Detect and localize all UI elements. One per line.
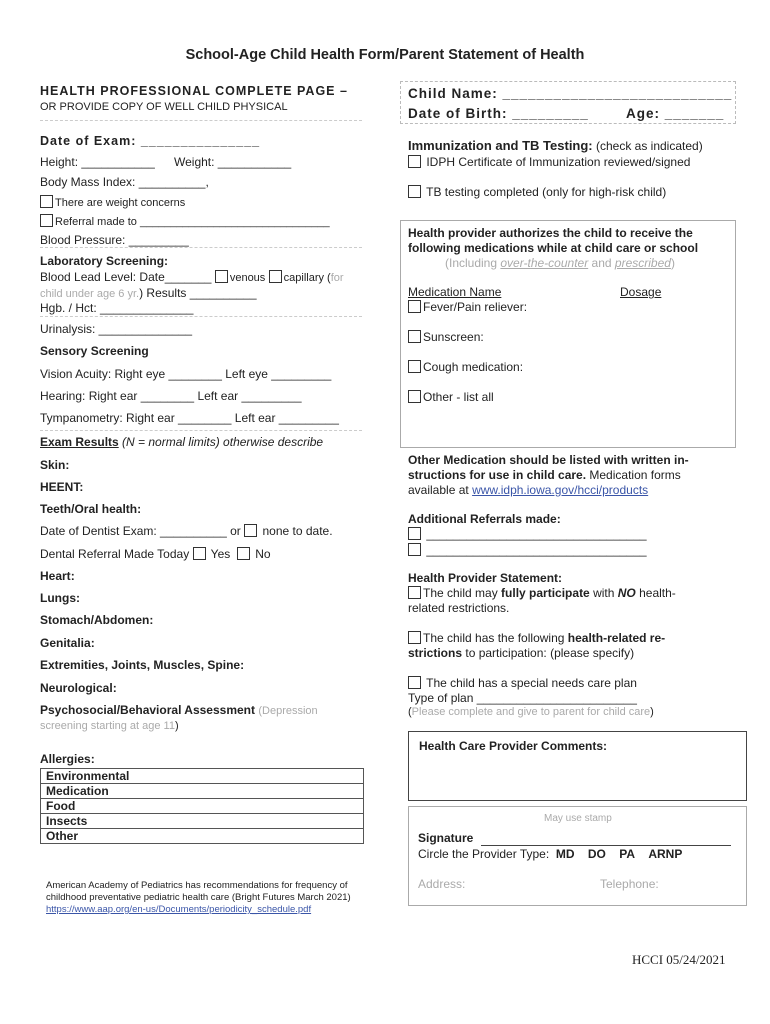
form-code: HCCI 05/24/2021 bbox=[632, 952, 726, 967]
immunization-note: (check as indicated) bbox=[595, 139, 703, 153]
plan-note: Please complete and give to parent for child care bbox=[411, 706, 651, 718]
meds-header-2: following medications while at child care or school bbox=[408, 241, 699, 255]
capillary-checkbox[interactable] bbox=[269, 270, 282, 283]
aap-link[interactable]: https://www.aap.org/en-us/Documents/periodicity_schedule.pdf bbox=[46, 904, 312, 915]
meds-header-1: Health provider authorizes the child to receive the bbox=[408, 226, 693, 240]
exam-results-note: (N = normal limits) otherwise describe bbox=[122, 435, 324, 449]
none-to-date-checkbox[interactable] bbox=[244, 524, 257, 537]
allergy-other[interactable]: Other bbox=[41, 829, 364, 844]
urinalysis-field[interactable]: Urinalysis: ______________ bbox=[40, 322, 193, 336]
psychosocial-field: Psychosocial/Behavioral Assessment (Depression bbox=[40, 703, 318, 717]
tb-row bbox=[408, 185, 666, 199]
provider-do[interactable]: DO bbox=[587, 847, 606, 861]
signature-label: Signature bbox=[418, 831, 474, 845]
statement-2-cont: strictions bbox=[408, 646, 463, 660]
statement-3-checkbox[interactable] bbox=[408, 676, 421, 689]
idph-link[interactable]: www.idph.iowa.gov/hcci/products bbox=[472, 483, 649, 497]
fever-checkbox[interactable] bbox=[408, 300, 421, 313]
other-med-checkbox[interactable] bbox=[408, 390, 421, 403]
tb-label: TB testing completed (only for high-risk child) bbox=[426, 185, 667, 199]
comments-header: Health Care Provider Comments: bbox=[419, 739, 608, 753]
idph-label: IDPH Certificate of Immunization reviewed/signed bbox=[426, 155, 691, 169]
allergy-environmental[interactable]: Environmental bbox=[41, 769, 364, 784]
other-meds-line-1: Other Medication should be listed with written in- bbox=[408, 453, 689, 467]
statement-3: The child has a special needs care plan bbox=[408, 676, 637, 690]
provider-pa[interactable]: PA bbox=[619, 847, 635, 861]
idph-row bbox=[408, 155, 690, 169]
cough-checkbox[interactable] bbox=[408, 360, 421, 373]
meds-including: (Including over-the-counter and prescribed) bbox=[445, 256, 675, 270]
statement-1: The child may fully participate with NO health- bbox=[408, 586, 676, 600]
immunization-header: Immunization and TB Testing: bbox=[408, 138, 593, 153]
provider-type-row bbox=[418, 847, 682, 861]
referral-1-checkbox[interactable] bbox=[408, 527, 421, 540]
blood-pressure-field[interactable]: Blood Pressure: _________ bbox=[40, 233, 189, 247]
provider-type-label: Circle the Provider Type: bbox=[418, 847, 550, 861]
lab-header: Laboratory Screening: bbox=[40, 254, 169, 268]
referral-field[interactable]: Referral made to _______________________________ bbox=[55, 216, 330, 228]
aap-note-1: American Academy of Pediatrics has recommendations for frequency of bbox=[46, 880, 348, 891]
idph-checkbox[interactable] bbox=[408, 155, 421, 168]
section-header: HEALTH PROFESSIONAL COMPLETE PAGE – bbox=[40, 84, 348, 98]
hgb-field[interactable]: Hgb. / Hct: ______________ bbox=[40, 301, 194, 315]
med-cough-row: Cough medication: bbox=[408, 360, 523, 374]
aap-note-2: childhood preventative pediatric health care (Bright Futures March 2021) bbox=[46, 892, 351, 903]
dentist-date-field[interactable]: Date of Dentist Exam: __________ or bbox=[40, 524, 241, 538]
referral-2-checkbox[interactable] bbox=[408, 543, 421, 556]
referral-line-1: _________________________________ bbox=[408, 527, 647, 541]
statement-1-cont: related restrictions. bbox=[408, 601, 510, 615]
med-fever-row: Fever/Pain reliever: bbox=[408, 300, 527, 314]
telephone-field[interactable]: Telephone: bbox=[600, 877, 659, 891]
allergies-header: Allergies: bbox=[40, 752, 95, 766]
date-of-exam-field[interactable]: Date of Exam: _______________ bbox=[40, 134, 261, 148]
stomach-field: Stomach/Abdomen: bbox=[40, 613, 154, 627]
blood-lead-field[interactable]: Blood Lead Level: Date_______ bbox=[40, 270, 212, 284]
statement-header: Health Provider Statement: bbox=[408, 571, 563, 585]
dental-referral-row bbox=[40, 547, 271, 561]
tympanometry-field[interactable]: Tympanometry: Right ear ________ Left ear _________ bbox=[40, 411, 339, 425]
med-sunscreen-row: Sunscreen: bbox=[408, 330, 484, 344]
genitalia-field: Genitalia: bbox=[40, 636, 95, 650]
other-meds-line-3: available at bbox=[408, 483, 469, 497]
no-label: No bbox=[255, 547, 271, 561]
referral-checkbox[interactable] bbox=[40, 214, 53, 227]
statement-2-checkbox[interactable] bbox=[408, 631, 421, 644]
sunscreen-checkbox[interactable] bbox=[408, 330, 421, 343]
weight-concerns-row bbox=[40, 195, 185, 209]
height-field[interactable]: Height: ___________ bbox=[40, 155, 155, 169]
weight-concerns-checkbox[interactable] bbox=[40, 195, 53, 208]
statement-2: The child has the following health-related re- bbox=[408, 631, 665, 645]
none-to-date-label: none to date. bbox=[262, 524, 333, 538]
med-name-header: Medication Name bbox=[408, 285, 502, 299]
referral-row bbox=[40, 214, 330, 228]
teeth-field: Teeth/Oral health: bbox=[40, 502, 142, 516]
dental-referral-label: Dental Referral Made Today bbox=[40, 547, 190, 561]
dob-field[interactable]: Date of Birth: _________ bbox=[408, 106, 589, 121]
venous-label: venous bbox=[229, 272, 266, 284]
dental-yes-checkbox[interactable] bbox=[193, 547, 206, 560]
weight-concerns-label: There are weight concerns bbox=[55, 197, 186, 209]
exam-results-row bbox=[40, 435, 323, 449]
allergy-medication[interactable]: Medication bbox=[41, 784, 364, 799]
weight-field[interactable]: Weight: ___________ bbox=[174, 155, 292, 169]
stamp-note: May use stamp bbox=[544, 813, 612, 824]
dosage-header: Dosage bbox=[620, 285, 662, 299]
referral-line-2: _________________________________ bbox=[408, 543, 647, 557]
other-meds-line-2: structions for use in child care. bbox=[408, 468, 587, 482]
provider-arnp[interactable]: ARNP bbox=[648, 847, 683, 861]
address-field[interactable]: Address: bbox=[418, 877, 466, 891]
statement-1-checkbox[interactable] bbox=[408, 586, 421, 599]
extremities-field: Extremities, Joints, Muscles, Spine: bbox=[40, 658, 245, 672]
heart-field: Heart: bbox=[40, 569, 75, 583]
capillary-label: capillary ( bbox=[283, 272, 331, 284]
age-field[interactable]: Age: _______ bbox=[626, 106, 725, 121]
allergy-food[interactable]: Food bbox=[41, 799, 364, 814]
results-field[interactable]: ) Results __________ bbox=[139, 286, 257, 300]
dental-no-checkbox[interactable] bbox=[237, 547, 250, 560]
neurological-field: Neurological: bbox=[40, 681, 117, 695]
sensory-header: Sensory Screening bbox=[40, 344, 149, 358]
med-other-row: Other - list all bbox=[408, 390, 494, 404]
child-under-note: child under age 6 yr. bbox=[40, 288, 140, 300]
exam-results-label: Exam Results bbox=[40, 435, 119, 449]
type-of-plan-field[interactable]: Type of plan ________________________ bbox=[408, 691, 637, 705]
referrals-header: Additional Referrals made: bbox=[408, 512, 561, 526]
dentist-row bbox=[40, 524, 333, 538]
signature-line[interactable] bbox=[481, 845, 731, 846]
tb-checkbox[interactable] bbox=[408, 185, 421, 198]
vision-field[interactable]: Vision Acuity: Right eye ________ Left eye _________ bbox=[40, 367, 332, 381]
for-note: for bbox=[330, 272, 344, 284]
child-name-field[interactable]: Child Name: ___________________________ bbox=[408, 86, 733, 101]
skin-field: Skin: bbox=[40, 458, 70, 472]
page-title: School-Age Child Health Form/Parent Statement of Health bbox=[185, 47, 585, 63]
heent-field: HEENT: bbox=[40, 480, 84, 494]
lungs-field: Lungs: bbox=[40, 591, 80, 605]
bmi-field[interactable]: Body Mass Index: __________, bbox=[40, 175, 209, 189]
yes-label: Yes bbox=[210, 547, 231, 561]
provider-md[interactable]: MD bbox=[555, 847, 575, 861]
venous-checkbox[interactable] bbox=[215, 270, 228, 283]
allergies-table bbox=[40, 768, 364, 844]
section-subheader: OR PROVIDE COPY OF WELL CHILD PHYSICAL bbox=[40, 101, 288, 113]
hearing-field[interactable]: Hearing: Right ear ________ Left ear _________ bbox=[40, 389, 302, 403]
allergy-insects[interactable]: Insects bbox=[41, 814, 364, 829]
screening-age-note: screening starting at age 11 bbox=[40, 720, 175, 732]
blood-lead-row bbox=[40, 270, 344, 284]
